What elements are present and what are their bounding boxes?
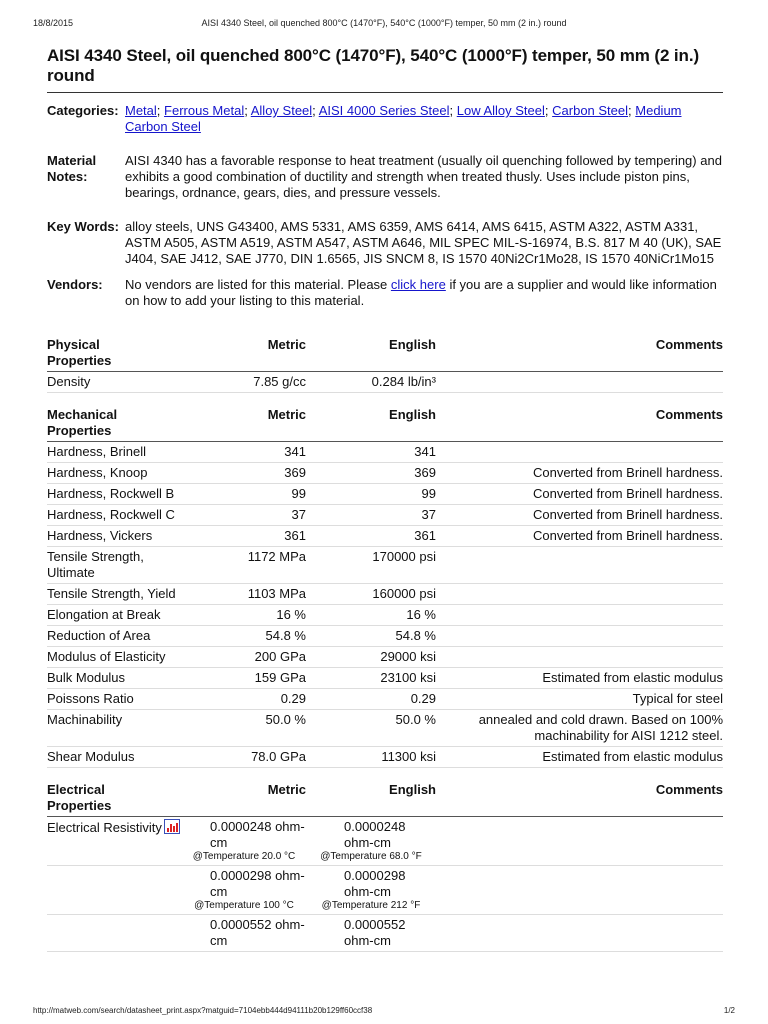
table-row [47,372,723,393]
page-title: AISI 4340 Steel, oil quenched 800°C (1470°F), 540°C (1000°F) temper, 50 mm (2 in.) round [47,46,700,85]
english-column-header: English [306,393,436,442]
metric-condition: @Temperature 100 °C [194,900,294,911]
print-doc-title: AISI 4340 Steel, oil quenched 800°C (1470°F), 540°C (1000°F) temper, 50 mm (2 in.) round [201,18,567,28]
metric-value: 1103 MPa [182,584,306,605]
physical-heading-line1: Physical [47,337,100,352]
metric-value: 361 [182,526,306,547]
comment [436,584,723,605]
table-row [47,647,723,668]
print-url: http://matweb.com/search/datasheet_print.aspx?matguid=7104ebb444d94111b20b129ff60ccf38 [33,1006,373,1015]
table-row [47,915,723,952]
english-value: 16 % [306,605,436,626]
english-value-text: 0.0000552 ohm-cm [344,917,406,948]
english-condition: @Temperature 68.0 °F [320,851,422,862]
material-notes-label [47,153,125,201]
vendors-text-after: if you are a supplier and would like information on how to add your listing to this material. [125,277,717,308]
metric-value-text: 0.0000248 ohm-cm [210,819,305,850]
category-link-aisi-4000[interactable]: AISI 4000 Series Steel [318,103,450,118]
english-value: 50.0 % [306,710,436,747]
category-link-medium-carbon-steel[interactable]: Medium Carbon Steel [125,103,682,134]
physical-heading [47,323,182,372]
english-value [306,915,436,952]
bar-chart-icon-bar [167,828,169,832]
property-name: Reduction of Area [47,626,182,647]
comment: Converted from Brinell hardness. [436,484,723,505]
table-row [47,817,723,866]
vendors-text-before: No vendors are listed for this material. Please [125,277,391,292]
english-value: 170000 psi [306,547,436,584]
comment: Converted from Brinell hardness. [436,463,723,484]
material-notes-row [47,153,723,201]
categories-links: Metal; Ferrous Metal; Alloy Steel; AISI 4000 Series Steel; Low Alloy Steel; Carbon Steel; Medium Carbon Steel [125,103,682,134]
category-link-ferrous-metal[interactable]: Ferrous Metal [164,103,245,118]
category-link-alloy-steel[interactable]: Alloy Steel [250,103,313,118]
metric-value: 159 GPa [182,668,306,689]
property-name [47,817,182,866]
english-value: 361 [306,526,436,547]
bar-chart-icon-bar [176,823,178,832]
metric-value: 7.85 g/cc [182,372,306,393]
physical-heading-line2: Properties [47,353,112,368]
physical-header-row [47,323,723,372]
metric-value [182,817,306,866]
comment: Estimated from elastic modulus [436,668,723,689]
table-row [47,626,723,647]
key-words-row [47,219,723,267]
table-row [47,689,723,710]
english-value: 23100 ksi [306,668,436,689]
electrical-header-row [47,768,723,817]
metric-value-text: 0.0000552 ohm-cm [210,917,305,948]
table-row [47,463,723,484]
material-notes-text: AISI 4340 has a favorable response to heat treatment (usually oil quenching followed by tempering) and exhibits a good combination of ductility and strength when treated thusly. Uses include piston pins, bearings, ordnance, gears, dies, and pressure vessels. [125,153,722,200]
comment: Converted from Brinell hardness. [436,526,723,547]
material-notes-label-line2: Notes: [47,169,88,184]
material-info [47,103,723,309]
english-value: 29000 ksi [306,647,436,668]
property-name: Machinability [47,710,182,747]
datasheet [47,46,723,952]
property-name: Modulus of Elasticity [47,647,182,668]
mechanical-properties-section [47,393,723,768]
english-condition: @Temperature 212 °F [321,900,421,911]
vendors-label: Vendors: [47,277,103,292]
metric-value: 1172 MPa [182,547,306,584]
metric-value: 341 [182,442,306,463]
property-name: Hardness, Rockwell C [47,505,182,526]
comment: Estimated from elastic modulus [436,747,723,768]
comment: annealed and cold drawn. Based on 100% machinability for AISI 1212 steel. [436,710,723,747]
property-name: Tensile Strength, Yield [47,584,182,605]
english-value: 0.284 lb/in³ [306,372,436,393]
table-row [47,505,723,526]
print-header [0,0,768,30]
comment [436,817,723,866]
metric-condition: @Temperature 20.0 °C [192,851,296,862]
english-value: 369 [306,463,436,484]
english-value: 99 [306,484,436,505]
english-value: 54.8 % [306,626,436,647]
english-value: 160000 psi [306,584,436,605]
table-row [47,710,723,747]
key-words-text: alloy steels, UNS G43400, AMS 5331, AMS 6359, AMS 6414, AMS 6415, ASTM A322, ASTM A331, ASTM A505, ASTM A519, ASTM A547, ASTM A646, MIL SPEC MIL-S-16974, B.S. 817 M 40 (UK), SAE J404, SAE J412, SAE J770, DIN 1.6565, JIS SNCM 8, IS 1570 40Ni2Cr1Mo28, IS 1570 40NiCr1Mo15 [125,219,722,266]
category-link-metal[interactable]: Metal [125,103,157,118]
vendors-row [47,277,723,309]
property-name: Hardness, Vickers [47,526,182,547]
metric-value: 200 GPa [182,647,306,668]
vendors-click-here-link[interactable]: click here [390,277,446,292]
table-row [47,484,723,505]
category-link-carbon-steel[interactable]: Carbon Steel [552,103,629,118]
vendors-text [125,277,723,309]
metric-value: 16 % [182,605,306,626]
metric-value [182,866,306,915]
bar-chart-icon-bar [173,826,175,832]
english-column-header: English [306,768,436,817]
table-row [47,605,723,626]
comment [436,372,723,393]
mechanical-heading-line1: Mechanical [47,407,118,422]
metric-value: 50.0 % [182,710,306,747]
property-name: Bulk Modulus [47,668,182,689]
comments-column-header: Comments [436,768,723,817]
electrical-heading [47,768,182,817]
property-name: Poissons Ratio [47,689,182,710]
property-name: Density [47,372,182,393]
metric-column-header: Metric [182,768,306,817]
metric-value-text: 0.0000298 ohm-cm [210,868,305,899]
table-row [47,668,723,689]
property-name: Hardness, Knoop [47,463,182,484]
table-row [47,442,723,463]
property-name: Elongation at Break [47,605,182,626]
english-value: 11300 ksi [306,747,436,768]
property-name: Tensile Strength, Ultimate [47,547,182,584]
mechanical-heading [47,393,182,442]
table-row [47,866,723,915]
english-column-header: English [306,323,436,372]
page-number: 1/2 [723,1006,735,1015]
property-name [47,866,182,915]
table-row [47,526,723,547]
metric-value: 78.0 GPa [182,747,306,768]
properties-table [47,323,723,952]
print-footer [0,1000,768,1024]
categories-label: Categories: [47,103,119,118]
mechanical-header-row [47,393,723,442]
english-value-text: 0.0000248 ohm-cm [344,819,406,850]
metric-column-header: Metric [182,323,306,372]
property-name: Shear Modulus [47,747,182,768]
comment: Converted from Brinell hardness. [436,505,723,526]
comment [436,605,723,626]
comment: Typical for steel [436,689,723,710]
comment [436,442,723,463]
english-value-text: 0.0000298 ohm-cm [344,868,406,899]
table-row [47,584,723,605]
property-name: Hardness, Brinell [47,442,182,463]
categories-row [47,103,723,135]
property-name: Hardness, Rockwell B [47,484,182,505]
category-link-low-alloy-steel[interactable]: Low Alloy Steel [456,103,545,118]
property-name [47,915,182,952]
metric-value: 99 [182,484,306,505]
comment [436,915,723,952]
table-row [47,747,723,768]
metric-value [182,915,306,952]
metric-value: 37 [182,505,306,526]
english-value: 0.29 [306,689,436,710]
print-date: 18/8/2015 [33,18,74,28]
electrical-heading-line1: Electrical [47,782,105,797]
electrical-resistivity-label: Electrical Resistivity [47,820,162,835]
bar-chart-icon-bar [170,824,172,832]
electrical-heading-line2: Properties [47,798,112,813]
title-divider [47,92,723,93]
english-value: 37 [306,505,436,526]
metric-column-header: Metric [182,393,306,442]
electrical-properties-section [47,768,723,952]
table-row [47,547,723,584]
physical-properties-section [47,323,723,393]
key-words-label: Key Words: [47,219,119,234]
comments-column-header: Comments [436,393,723,442]
english-value: 341 [306,442,436,463]
comment [436,626,723,647]
metric-value: 54.8 % [182,626,306,647]
metric-value: 369 [182,463,306,484]
english-value [306,866,436,915]
mechanical-heading-line2: Properties [47,423,112,438]
english-value [306,817,436,866]
comment [436,647,723,668]
comment [436,547,723,584]
material-notes-label-line1: Material [47,153,97,168]
bar-chart-icon[interactable] [164,819,180,834]
comments-column-header: Comments [436,323,723,372]
comment [436,866,723,915]
metric-value: 0.29 [182,689,306,710]
